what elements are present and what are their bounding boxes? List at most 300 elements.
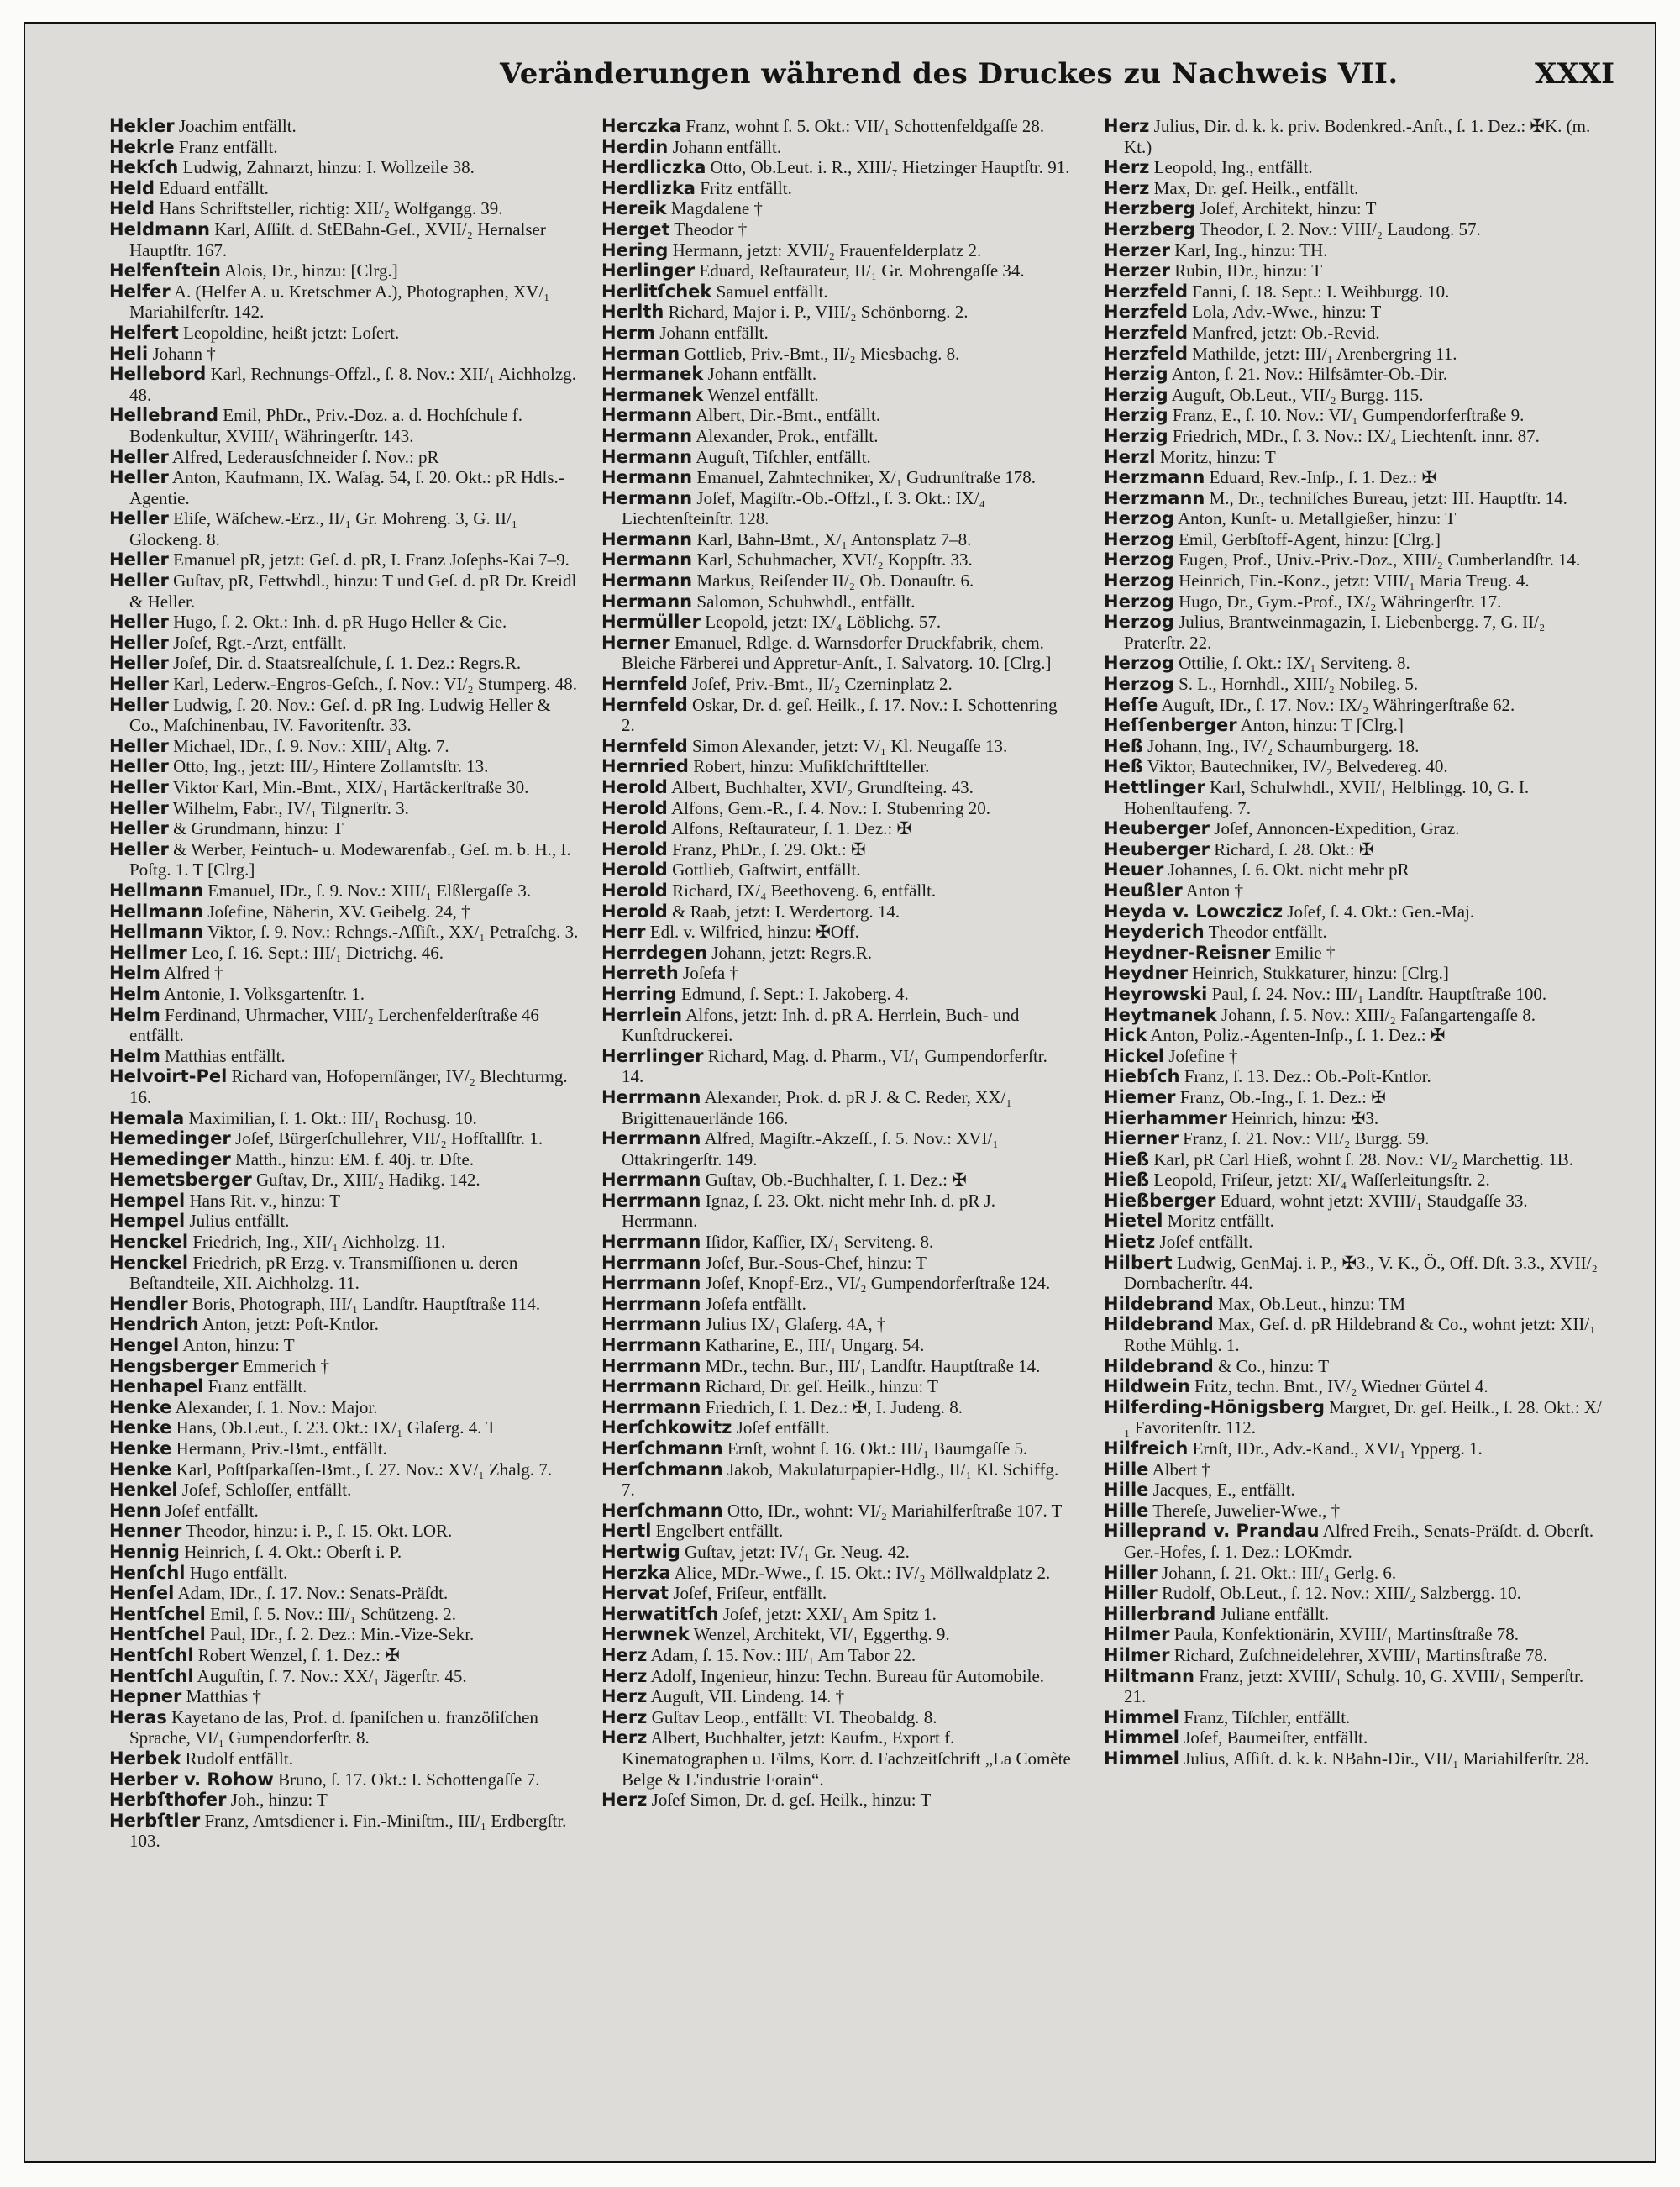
entry-details: Leopoldine, heißt jetzt: Loſert. — [183, 322, 400, 343]
entry-surname: Hermann — [601, 425, 693, 446]
entry-details: Ludwig, GenMaj. i. P., ✠3., V. K., Ö., Off. Dſt. 3.3., XVII/₂ Dornbacherſtr. 44. — [1124, 1252, 1598, 1294]
entry-surname: Henke — [109, 1438, 172, 1459]
entry-surname: Herrlinger — [601, 1045, 704, 1066]
entry-surname: Henkel — [109, 1480, 178, 1501]
directory-entry — [601, 1314, 1072, 1335]
directory-entry — [601, 1397, 1072, 1418]
entry-details: Franz, Tiſchler, entfällt. — [1184, 1706, 1351, 1727]
entry-details: Robert Wenzel, ſ. 1. Dez.: ✠ — [197, 1644, 400, 1665]
entry-details: Karl, Poſtſparkaſſen-Bmt., ſ. 27. Nov.: XV/₁ Zhalg. 7. — [176, 1459, 553, 1480]
entry-details: Julius, Aſſiſt. d. k. k. NBahn-Dir., VII/₁ Mariahilferſtr. 28. — [1184, 1748, 1589, 1769]
entry-details: Joſef, Baumeiſter, entfällt. — [1184, 1727, 1368, 1748]
directory-entry — [601, 736, 1072, 757]
directory-entry — [601, 1727, 1072, 1790]
entry-details: Hans, Ob.Leut., ſ. 23. Okt.: IX/₁ Glaſerg. 4. T — [176, 1417, 497, 1438]
entry-surname: Herzog — [1104, 591, 1174, 612]
column-1 — [109, 116, 580, 1852]
entry-surname: Heuberger — [1104, 839, 1210, 860]
entry-surname: Hemedinger — [109, 1149, 231, 1170]
entry-details: Simon Alexander, jetzt: V/₁ Kl. Neugaſſe 13. — [691, 735, 1008, 756]
entry-details: Richard, Zuſchneidelehrer, XVIII/₁ Martinsſtraße 78. — [1173, 1644, 1548, 1665]
directory-entry — [1104, 1666, 1608, 1707]
directory-entry — [601, 385, 1072, 406]
entry-surname: Herr — [601, 922, 646, 943]
entry-surname: Heydner-Reisner — [1104, 942, 1271, 963]
entry-surname: Herz — [601, 1706, 648, 1727]
directory-entry — [601, 1253, 1072, 1274]
entry-details: S. L., Hornhdl., XIII/₂ Nobileg. 5. — [1179, 674, 1419, 695]
entry-surname: Herold — [601, 777, 668, 797]
entry-details: Theodor, ſ. 2. Nov.: VIII/₂ Laudong. 57. — [1199, 218, 1481, 239]
directory-entry — [1104, 1707, 1608, 1728]
entry-surname: Herman — [601, 343, 680, 364]
entry-details: Max, Dr. geſ. Heilk., entfällt. — [1153, 177, 1359, 198]
entry-surname: Herz — [1104, 177, 1150, 198]
directory-entry — [1104, 219, 1608, 240]
entry-details: Thereſe, Juwelier-Wwe., † — [1152, 1500, 1341, 1521]
directory-entry — [1104, 467, 1608, 488]
entry-details: Friedrich, Ing., XII/₁ Aichholzg. 11. — [192, 1232, 446, 1253]
page-title: Veränderungen während des Druckes zu Nachweis VII. — [500, 57, 1399, 91]
entry-details: Alexander, Prok., entfällt. — [696, 425, 879, 446]
entry-details: Max, Geſ. d. pR Hildebrand & Co., wohnt jetzt: XII/₁ Rothe Mühlg. 1. — [1124, 1314, 1596, 1356]
entry-surname: Hekrle — [109, 136, 175, 157]
entry-details: Richard van, Hofopernſänger, IV/₂ Blechturmg. 16. — [129, 1066, 568, 1107]
entry-details: Engelbert entfällt. — [655, 1521, 784, 1542]
entry-details: M., Dr., techniſches Bureau, jetzt: III. Hauptſtr. 14. — [1209, 487, 1567, 508]
entry-details: Alfons, Gem.-R., ſ. 4. Nov.: I. Stubenring 20. — [670, 797, 991, 818]
directory-entry — [109, 1232, 580, 1253]
directory-entry — [601, 1542, 1072, 1563]
entry-details: Johann, ſ. 5. Nov.: XIII/₂ Faſangartengaſſe 8. — [1221, 1004, 1536, 1025]
entry-surname: Hemetsberger — [109, 1170, 252, 1191]
directory-entry — [1104, 591, 1608, 612]
directory-entry — [601, 922, 1072, 943]
entry-details: Emil, PhDr., Priv.-Doz. a. d. Hochſchule f. Bodenkultur, XVIII/₁ Währingerſtr. 143. — [129, 405, 522, 446]
entry-surname: Herzfeld — [1104, 343, 1189, 364]
directory-entry — [109, 1542, 580, 1563]
entry-surname: Herrlein — [601, 1004, 683, 1025]
directory-entry — [109, 1459, 580, 1480]
entry-details: Michael, IDr., ſ. 9. Nov.: XIII/₁ Altg. 7. — [173, 735, 449, 756]
entry-surname: Hernfeld — [601, 694, 688, 715]
directory-entry — [601, 1438, 1072, 1459]
directory-entry — [1104, 715, 1608, 736]
entry-details: Heinrich, Stukkaturer, hinzu: [Clrg.] — [1192, 963, 1449, 984]
directory-entry — [109, 1624, 580, 1645]
entry-details: Anton, Kaufmann, IX. Waſag. 54, ſ. 20. Okt.: pR Hdls.-Agentie. — [129, 467, 564, 508]
directory-entry — [601, 1686, 1072, 1707]
entry-surname: Helfenſtein — [109, 260, 221, 281]
entry-surname: Helvoirt-Pel — [109, 1066, 228, 1087]
entry-surname: Hille — [1104, 1480, 1149, 1501]
entry-surname: Herrmann — [601, 1355, 701, 1376]
entry-surname: Herrmann — [601, 1293, 701, 1314]
entry-details: Joſef, Schloſſer, entfällt. — [181, 1480, 352, 1501]
entry-surname: Hiebſch — [1104, 1066, 1180, 1087]
directory-entry — [601, 674, 1072, 695]
entry-surname: Herreth — [601, 963, 679, 984]
entry-surname: Heras — [109, 1706, 167, 1727]
entry-surname: Heſſe — [1104, 694, 1158, 715]
directory-entry — [109, 447, 580, 468]
entry-surname: Hieß — [1104, 1149, 1150, 1170]
entry-surname: Hilferding-Hönigsberg — [1104, 1396, 1325, 1417]
entry-details: Magdalene † — [670, 198, 763, 219]
entry-surname: Herdin — [601, 136, 669, 157]
directory-entry — [109, 344, 580, 365]
entry-details: Adolf, Ingenieur, hinzu: Techn. Bureau für Automobile. — [650, 1665, 1045, 1686]
directory-entry — [109, 1211, 580, 1232]
entry-surname: Henke — [109, 1459, 172, 1480]
directory-entry — [109, 1769, 580, 1790]
entry-surname: Herzka — [601, 1562, 671, 1583]
directory-entry — [109, 1811, 580, 1852]
entry-surname: Heller — [109, 446, 169, 467]
directory-entry — [1104, 447, 1608, 468]
entry-details: Emanuel pR, jetzt: Geſ. d. pR, I. Franz Joſephs-Kai 7–9. — [173, 549, 570, 570]
directory-entry — [601, 798, 1072, 819]
entry-details: Hermann, Priv.-Bmt., entfällt. — [176, 1438, 387, 1459]
directory-entry — [601, 1046, 1072, 1087]
directory-entry — [1104, 984, 1608, 1005]
entry-details: Franz, PhDr., ſ. 29. Okt.: ✠ — [672, 839, 866, 860]
entry-surname: Hentſchel — [109, 1624, 206, 1645]
directory-entry — [1104, 529, 1608, 550]
entry-surname: Hepner — [109, 1686, 182, 1707]
directory-entry — [601, 1417, 1072, 1438]
entry-details: Joſef, Dir. d. Staatsrealſchule, ſ. 1. Dez.: Regrs.R. — [173, 653, 522, 674]
entry-details: Eduard, Rev.-Inſp., ſ. 1. Dez.: ✠ — [1209, 467, 1437, 488]
directory-entry — [601, 178, 1072, 199]
entry-details: Gottlieb, Gaſtwirt, entfällt. — [672, 860, 861, 881]
directory-entry — [109, 549, 580, 570]
entry-details: Franz, ſ. 13. Dez.: Ob.-Poſt-Kntlor. — [1184, 1066, 1431, 1087]
entry-surname: Heller — [109, 694, 169, 715]
entry-surname: Hick — [1104, 1025, 1147, 1046]
directory-entry — [1104, 943, 1608, 964]
entry-details: Emmerich † — [242, 1355, 330, 1376]
entry-details: Fritz entfällt. — [700, 177, 792, 198]
entry-surname: Herz — [1104, 157, 1150, 178]
entry-details: Ferdinand, Uhrmacher, VIII/₂ Lerchenfelderſtraße 46 entfällt. — [129, 1004, 539, 1046]
directory-entry — [1104, 240, 1608, 261]
directory-entry — [1104, 1314, 1608, 1355]
directory-entry — [109, 1686, 580, 1707]
entry-surname: Herrmann — [601, 1128, 701, 1149]
entry-details: Karl, Aſſiſt. d. StEBahn-Geſ., XVII/₂ Hernalser Hauptſtr. 167. — [129, 218, 546, 260]
directory-entry — [1104, 508, 1608, 529]
directory-entry — [601, 1666, 1072, 1687]
entry-surname: Heli — [109, 343, 149, 364]
entry-surname: Hermann — [601, 549, 693, 570]
directory-entry — [1104, 405, 1608, 426]
entry-details: Iſidor, Kaſſier, IX/₁ Serviteng. 8. — [705, 1232, 934, 1253]
entry-surname: Hermann — [601, 528, 693, 549]
directory-entry — [109, 1170, 580, 1191]
entry-details: Friedrich, MDr., ſ. 3. Nov.: IX/₄ Liechtenſt. innr. 87. — [1172, 425, 1540, 446]
directory-entry — [1104, 385, 1608, 406]
entry-surname: Hilmer — [1104, 1624, 1170, 1645]
entry-details: Leopold, Ing., entfällt. — [1153, 157, 1313, 178]
entry-surname: Henke — [109, 1417, 172, 1438]
entry-details: Bruno, ſ. 17. Okt.: I. Schottengaſſe 7. — [278, 1769, 540, 1790]
entry-surname: Helm — [109, 1004, 160, 1025]
entry-details: Markus, Reiſender II/₂ Ob. Donauſtr. 6. — [696, 570, 974, 591]
entry-surname: Herrmann — [601, 1396, 701, 1417]
entry-surname: Herrmann — [601, 1190, 701, 1211]
entry-surname: Heller — [109, 653, 169, 674]
entry-details: Hans Schriftsteller, richtig: XII/₂ Wolfgangg. 39. — [159, 198, 503, 219]
directory-entry — [1104, 860, 1608, 881]
directory-entry — [601, 570, 1072, 591]
entry-surname: Herſchmann — [601, 1500, 723, 1521]
entry-surname: Heyrowski — [1104, 983, 1208, 1004]
entry-surname: Hentſchl — [109, 1665, 194, 1686]
entry-surname: Hellebord — [109, 364, 207, 385]
directory-entry — [1104, 281, 1608, 302]
entry-details: Alfons, jetzt: Inh. d. pR A. Herrlein, Buch- und Kunſtdruckerei. — [622, 1004, 1020, 1046]
directory-entry — [601, 1501, 1072, 1522]
entry-details: Wenzel, Architekt, VI/₁ Eggerthg. 9. — [693, 1624, 950, 1645]
entry-surname: Hilfreich — [1104, 1438, 1189, 1459]
entry-details: Viktor, Bautechniker, IV/₂ Belvedereg. 40. — [1147, 756, 1448, 777]
entry-details: Joſef, ſ. 4. Okt.: Gen.-Maj. — [1287, 901, 1475, 922]
directory-entry — [109, 1707, 580, 1748]
directory-entry — [109, 1294, 580, 1315]
entry-details: Hugo, Dr., Gym.-Prof., IX/₂ Währingerſtr. 17. — [1179, 591, 1502, 612]
directory-entry — [1104, 1604, 1608, 1625]
entry-details: Johann entfällt. — [659, 322, 769, 343]
entry-details: Eduard, wohnt jetzt: XVIII/₁ Staudgaſſe 33. — [1220, 1190, 1528, 1211]
directory-entry — [109, 1356, 580, 1377]
entry-surname: Hildebrand — [1104, 1355, 1214, 1376]
entry-details: Paul, IDr., ſ. 2. Dez.: Min.-Vize-Sekr. — [210, 1624, 475, 1645]
entry-surname: Herrmann — [601, 1376, 701, 1397]
directory-entry — [109, 1066, 580, 1107]
entry-details: Auguſt, VII. Lindeng. 14. † — [650, 1686, 845, 1707]
directory-entry — [1104, 116, 1608, 157]
entry-surname: Herz — [1104, 116, 1150, 136]
directory-entry — [601, 405, 1072, 426]
entry-details: Fanni, ſ. 18. Sept.: I. Weihburgg. 10. — [1192, 281, 1450, 302]
directory-entry — [1104, 1397, 1608, 1438]
entry-details: Matth., hinzu: EM. f. 40j. tr. Dſte. — [235, 1149, 475, 1170]
entry-surname: Hermanek — [601, 364, 704, 385]
directory-entry — [109, 818, 580, 839]
entry-details: Hugo entfällt. — [189, 1562, 288, 1583]
entry-details: Albert, Buchhalter, XVI/₂ Grundſteing. 43. — [670, 777, 974, 797]
directory-entry — [109, 777, 580, 798]
entry-surname: Herz — [601, 1665, 648, 1686]
directory-entry — [1104, 1583, 1608, 1604]
entry-surname: Herrmann — [601, 1335, 701, 1356]
directory-entry — [601, 1604, 1072, 1625]
entry-details: Eugen, Prof., Univ.-Priv.-Doz., XIII/₂ Cumberlandſtr. 14. — [1179, 549, 1581, 570]
directory-entry — [1104, 818, 1608, 839]
directory-entry — [601, 1583, 1072, 1604]
directory-entry — [109, 508, 580, 549]
entry-details: Albert, Buchhalter, jetzt: Kaufm., Export f. Kinematographen u. Films, Korr. d. Fachzeitſchrift „La Comète Belge & L'industrie Forain“. — [622, 1727, 1071, 1790]
entry-surname: Hendler — [109, 1293, 188, 1314]
directory-entry — [109, 137, 580, 158]
column-2 — [601, 116, 1072, 1811]
directory-entry — [1104, 612, 1608, 653]
entry-details: Johann, ſ. 21. Okt.: III/₄ Gerlg. 6. — [1162, 1562, 1397, 1583]
directory-entry — [109, 1501, 580, 1522]
entry-surname: Helm — [109, 983, 160, 1004]
entry-surname: Henner — [109, 1521, 182, 1542]
entry-details: Theodor, hinzu: i. P., ſ. 15. Okt. LOR. — [186, 1521, 453, 1542]
directory-entry — [601, 1645, 1072, 1666]
directory-page — [24, 22, 1656, 2163]
entry-surname: Herrmann — [601, 1273, 701, 1294]
directory-entry — [601, 302, 1072, 323]
entry-surname: Heuberger — [1104, 818, 1210, 839]
entry-surname: Hildwein — [1104, 1376, 1190, 1397]
entry-surname: Hermann — [601, 570, 693, 591]
directory-entry — [601, 943, 1072, 964]
directory-entry — [109, 943, 580, 964]
entry-details: Kayetano de las, Prof. d. ſpaniſchen u. franzöſiſchen Sprache, VI/₁ Gumpendorferſtr. 8. — [129, 1706, 538, 1748]
entry-details: Moritz, hinzu: T — [1159, 446, 1276, 467]
entry-details: Julius, Dir. d. k. k. priv. Bodenkred.-Anſt., ſ. 1. Dez.: ✠K. (m. Kt.) — [1124, 116, 1591, 157]
directory-entry — [1104, 922, 1608, 943]
entry-details: Guſtav, pR, Fettwhdl., hinzu: T und Geſ. d. pR Dr. Kreidl & Heller. — [129, 570, 577, 612]
entry-details: Otto, Ing., jetzt: III/₂ Hintere Zollamtsſtr. 13. — [173, 756, 489, 777]
entry-surname: Heß — [1104, 756, 1143, 777]
directory-entry — [1104, 695, 1608, 716]
directory-entry — [1104, 1521, 1608, 1562]
entry-details: Auguſt, IDr., ſ. 17. Nov.: IX/₂ Währingerſtraße 62. — [1161, 694, 1515, 715]
directory-entry — [1104, 1211, 1608, 1232]
entry-surname: Hermann — [601, 487, 693, 508]
entry-details: Wenzel entfällt. — [707, 384, 819, 405]
directory-entry — [109, 116, 580, 137]
directory-entry — [1104, 1645, 1608, 1666]
directory-entry — [1104, 756, 1608, 777]
column-3 — [1104, 116, 1608, 1769]
entry-details: Adam, ſ. 15. Nov.: III/₁ Am Tabor 22. — [650, 1644, 916, 1665]
directory-entry — [1104, 653, 1608, 674]
entry-details: Alexander, Prok. d. pR J. & C. Reder, XX/₁ Brigittenauerlände 166. — [622, 1086, 1012, 1128]
entry-details: Antonie, I. Volksgartenſtr. 1. — [164, 983, 365, 1004]
directory-entry — [109, 1376, 580, 1397]
entry-details: Fritz, techn. Bmt., IV/₂ Wiedner Gürtel 4. — [1194, 1376, 1488, 1397]
entry-surname: Hieß — [1104, 1170, 1150, 1191]
entry-details: Albert, Dir.-Bmt., entfällt. — [696, 405, 881, 426]
entry-details: Anton, ſ. 21. Nov.: Hilfsämter-Ob.-Dir. — [1171, 364, 1448, 385]
directory-entry — [601, 137, 1072, 158]
entry-surname: Henſchl — [109, 1562, 186, 1583]
entry-details: Joſef, Priv.-Bmt., II/₂ Czerninplatz 2. — [691, 674, 953, 695]
entry-surname: Henhapel — [109, 1376, 204, 1397]
directory-entry — [1104, 178, 1608, 199]
entry-details: Joſefine † — [1168, 1045, 1238, 1066]
entry-surname: Himmel — [1104, 1706, 1179, 1727]
entry-surname: Hierhammer — [1104, 1107, 1227, 1128]
entry-details: Joſef entfällt. — [165, 1500, 259, 1521]
directory-entry — [1104, 549, 1608, 570]
entry-details: Paula, Konfektionärin, XVIII/₁ Martinsſtraße 78. — [1173, 1624, 1520, 1645]
entry-details: Leo, ſ. 16. Sept.: III/₁ Dietrichg. 46. — [191, 942, 444, 963]
entry-surname: Herget — [601, 218, 670, 239]
directory-entry — [601, 240, 1072, 261]
entry-details: Leopold, Friſeur, jetzt: XI/₄ Waſſerleitungsſtr. 2. — [1153, 1170, 1490, 1191]
entry-surname: Herlinger — [601, 260, 696, 281]
directory-entry — [601, 426, 1072, 447]
entry-details: Franz entfällt. — [178, 136, 278, 157]
entry-details: Ignaz, ſ. 23. Okt. nicht mehr Inh. d. pR J. Herrmann. — [622, 1190, 996, 1232]
entry-details: Otto, Ob.Leut. i. R., XIII/₇ Hietzinger Hauptſtr. 91. — [710, 157, 1070, 178]
directory-entry — [1104, 260, 1608, 281]
entry-details: Joſef, Knopf-Erz., VI/₂ Gumpendorferſtraße 124. — [705, 1273, 1051, 1294]
entry-surname: Helm — [109, 963, 160, 984]
entry-surname: Hekler — [109, 116, 175, 136]
entry-surname: Hiemer — [1104, 1086, 1176, 1107]
entry-details: Leopold, jetzt: IX/₄ Löblichg. 57. — [705, 612, 942, 633]
entry-surname: Hermüller — [601, 612, 701, 633]
directory-entry — [109, 612, 580, 633]
entry-details: & Grundmann, hinzu: T — [173, 818, 344, 839]
directory-entry — [109, 1046, 580, 1067]
directory-entry — [1104, 1128, 1608, 1149]
entry-surname: Heyda v. Lowczicz — [1104, 901, 1284, 922]
entry-surname: Herſchmann — [601, 1438, 723, 1459]
entry-details: Edmund, ſ. Sept.: I. Jakoberg. 4. — [680, 983, 909, 1004]
entry-details: Theodor † — [674, 218, 748, 239]
directory-entry — [601, 364, 1072, 385]
page-number: XXXI — [1534, 57, 1614, 91]
entry-surname: Hellmann — [109, 901, 204, 922]
entry-details: Hugo, ſ. 2. Okt.: Inh. d. pR Hugo Heller & Cie. — [173, 612, 507, 633]
entry-surname: Hierner — [1104, 1128, 1179, 1149]
directory-entry — [1104, 426, 1608, 447]
directory-entry — [601, 1294, 1072, 1315]
entry-details: Johannes, ſ. 6. Okt. nicht mehr pR — [1168, 860, 1410, 881]
entry-details: Alfons, Reſtaurateur, ſ. 1. Dez.: ✠ — [670, 818, 912, 839]
directory-entry — [1104, 736, 1608, 757]
entry-details: Anton, hinzu: T — [182, 1335, 295, 1356]
entry-details: Joſef, Friſeur, entfällt. — [673, 1583, 827, 1604]
entry-surname: Hekſch — [109, 157, 179, 178]
directory-entry — [1104, 302, 1608, 323]
directory-entry — [601, 1170, 1072, 1191]
directory-entry — [109, 963, 580, 984]
directory-entry — [601, 1563, 1072, 1584]
directory-entry — [109, 1583, 580, 1604]
entry-surname: Hemedinger — [109, 1128, 231, 1149]
directory-entry — [109, 1335, 580, 1356]
entry-surname: Herbſthofer — [109, 1790, 227, 1811]
entry-surname: Heller — [109, 467, 169, 488]
entry-surname: Hervat — [601, 1583, 669, 1604]
directory-entry — [601, 344, 1072, 365]
entry-details: Karl, Bahn-Bmt., X/₁ Antonsplatz 7–8. — [696, 528, 972, 549]
entry-details: Matthias † — [186, 1686, 261, 1707]
entry-details: Friedrich, ſ. 1. Dez.: ✠, I. Judeng. 8. — [705, 1396, 963, 1417]
entry-details: Alice, MDr.-Wwe., ſ. 15. Okt.: IV/₂ Möllwaldplatz 2. — [674, 1562, 1051, 1583]
entry-details: Friedrich, pR Erzg. v. Transmiſſionen u. deren Beſtandteile, XII. Aichholzg. 11. — [129, 1252, 518, 1294]
entry-surname: Helm — [109, 1045, 160, 1066]
entry-details: Auguſtin, ſ. 7. Nov.: XX/₁ Jägerſtr. 45. — [197, 1665, 467, 1686]
directory-entry — [601, 1624, 1072, 1645]
directory-entry — [1104, 1191, 1608, 1212]
entry-surname: Herzog — [1104, 549, 1174, 570]
entry-details: Ludwig, Zahnarzt, hinzu: I. Wollzeile 38. — [182, 157, 475, 178]
entry-surname: Herzog — [1104, 674, 1174, 695]
entry-surname: Hettlinger — [1104, 777, 1205, 797]
